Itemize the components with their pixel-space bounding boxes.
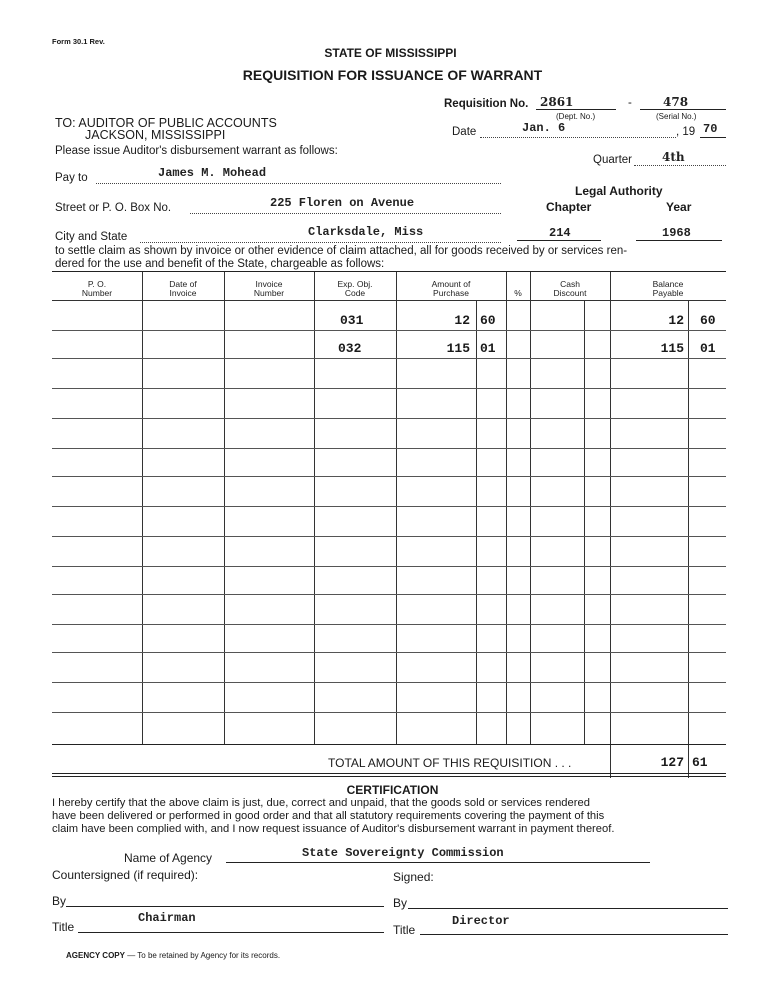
year-label: Year: [666, 200, 692, 214]
certification-line-2: have been delivered or performed in good order and that all statutory requirements covering the payment of this: [52, 810, 605, 822]
date-value: Jan. 6: [522, 121, 566, 135]
certification-heading: CERTIFICATION: [346, 783, 439, 797]
year-value: 1968: [662, 226, 691, 240]
quarter-value: 4th: [662, 150, 685, 164]
dept-no-caption: (Dept. No.): [556, 112, 596, 121]
to-line-2: JACKSON, MISSISSIPPI: [85, 128, 226, 142]
header-exp-obj-code: Exp. Obj. Code: [337, 279, 373, 298]
row-balance-cents: 60: [700, 313, 716, 328]
chapter-label: Chapter: [546, 200, 592, 214]
left-title-label: Title: [52, 920, 75, 934]
row-amount-dollars: 115: [446, 341, 470, 356]
date-label: Date: [452, 126, 477, 138]
instruction-text: Please issue Auditor's disbursement warrant as follows:: [55, 145, 338, 157]
row-balance-dollars: 12: [668, 313, 684, 328]
chapter-value: 214: [549, 226, 571, 240]
settle-text-2: dered for the use and benefit of the State, chargeable as follows:: [55, 258, 385, 270]
pay-to-label: Pay to: [55, 172, 88, 184]
agency-label: Name of Agency: [124, 851, 213, 865]
serial-no-caption: (Serial No.): [656, 112, 697, 121]
row-amount-dollars: 12: [454, 313, 470, 328]
header-amount-of-purchase: Amount of Purchase: [431, 279, 471, 298]
city-value: Clarksdale, Miss: [308, 225, 424, 239]
certification-line-1: I hereby certify that the above claim is just, due, correct and unpaid, that the goods sold or services rendered: [52, 797, 590, 809]
settle-text-1: to settle claim as shown by invoice or other evidence of claim attached, all for goods received by or services ren-: [55, 245, 628, 257]
row-amount-cents: 60: [480, 313, 496, 328]
quarter-label: Quarter: [593, 154, 632, 166]
header-invoice-number: Invoice Number: [253, 279, 285, 298]
footer-agency-copy: AGENCY COPY: [66, 951, 125, 960]
row-code: 031: [340, 313, 364, 328]
requisition-serial-no: 478: [663, 95, 689, 109]
header-date-of-invoice: Date of Invoice: [169, 279, 197, 298]
total-cents: 61: [692, 755, 708, 770]
header-balance-payable: Balance Payable: [652, 279, 684, 298]
total-dollars: 127: [660, 755, 684, 770]
street-value: 225 Floren on Avenue: [270, 196, 415, 210]
street-label: Street or P. O. Box No.: [55, 202, 172, 214]
to-line-1: TO: AUDITOR OF PUBLIC ACCOUNTS: [55, 116, 277, 130]
signed-label: Signed:: [393, 870, 434, 884]
header-cash-discount: Cash Discount: [553, 279, 587, 298]
legal-authority-label: Legal Authority: [575, 184, 663, 198]
right-title-label: Title: [393, 923, 416, 937]
header-percent: %: [514, 288, 522, 298]
left-by-label: By: [52, 894, 67, 908]
requisition-dept-no: 2861: [540, 95, 574, 109]
right-by-label: By: [393, 896, 408, 910]
total-label: TOTAL AMOUNT OF THIS REQUISITION . . .: [328, 756, 572, 770]
agency-value: State Sovereignty Commission: [302, 846, 504, 860]
row-code: 032: [338, 341, 362, 356]
state-heading: STATE OF MISSISSIPPI: [324, 46, 457, 60]
city-label: City and State: [55, 231, 128, 243]
footer-retained: — To be retained by Agency for its records.: [127, 951, 281, 960]
pay-to-value: James M. Mohead: [158, 166, 267, 180]
date-year-prefix: , 19: [676, 126, 696, 138]
footer-note: [66, 951, 280, 960]
form-number: Form 30.1 Rev.: [52, 37, 105, 46]
form-title: REQUISITION FOR ISSUANCE OF WARRANT: [242, 67, 543, 83]
left-title-value: Chairman: [138, 911, 196, 925]
requisition-dash: -: [628, 97, 632, 109]
row-balance-cents: 01: [700, 341, 716, 356]
requisition-label: Requisition No.: [444, 98, 529, 110]
row-amount-cents: 01: [480, 341, 496, 356]
countersigned-label: Countersigned (if required):: [52, 868, 199, 882]
certification-line-3: claim have been complied with, and I now request issuance of Auditor's disbursement warrant in payment thereof.: [52, 823, 615, 835]
date-year: 70: [703, 122, 718, 136]
header-po: P. O. Number: [81, 279, 113, 298]
row-balance-dollars: 115: [660, 341, 684, 356]
right-title-value: Director: [452, 914, 510, 928]
